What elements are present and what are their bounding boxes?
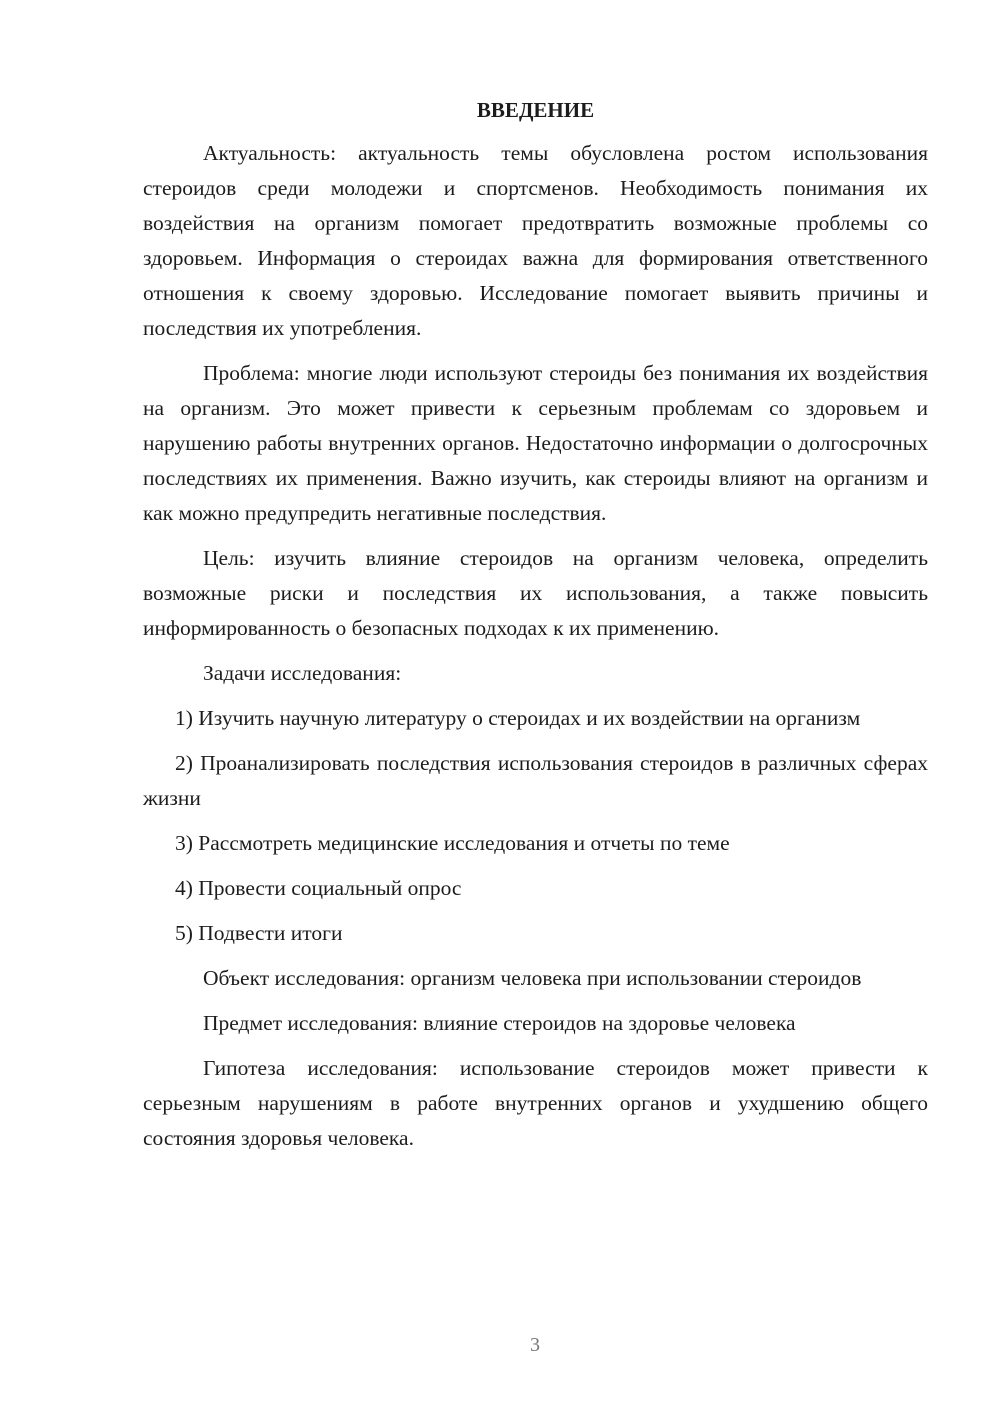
object-paragraph: Объект исследования: организм человека при использовании стероидов xyxy=(203,966,862,990)
task-item-2: 2) Проанализировать последствия использования стероидов в различных сферах жизни xyxy=(143,751,928,810)
goal-paragraph: Цель: изучить влияние стероидов на организм человека, определить возможные риски и последствия их использования, а также повысить информированность о безопасных подходах к их применению. xyxy=(143,546,928,640)
subject-paragraph: Предмет исследования: влияние стероидов на здоровье человека xyxy=(203,1011,796,1035)
task-item-1: 1) Изучить научную литературу о стероидах и их воздействии на организм xyxy=(175,706,861,730)
page-number: 3 xyxy=(530,1334,540,1356)
tasks-heading: Задачи исследования: xyxy=(203,661,402,685)
hypothesis-paragraph: Гипотеза исследования: использование стероидов может привести к серьезным нарушениям в работе внутренних органов и ухудшению общего состояния здоровья человека. xyxy=(143,1056,928,1150)
page-title: ВВЕДЕНИЕ xyxy=(476,98,595,122)
relevance-paragraph: Актуальность: актуальность темы обусловлена ростом использования стероидов среди молодежи и спортсменов. Необходимость понимания их воздействия на организм помогает предотвратить возможные проблемы со здоровьем. Информация о стероидах важна для формирования ответственного отношения к своему здоровью. Исследование помогает выявить причины и последствия их употребления. xyxy=(143,141,928,340)
task-item-5: 5) Подвести итоги xyxy=(175,921,343,945)
page-content xyxy=(143,96,928,1156)
task-item-4: 4) Провести социальный опрос xyxy=(175,876,462,900)
task-item-3: 3) Рассмотреть медицинские исследования и отчеты по теме xyxy=(175,831,730,855)
problem-paragraph: Проблема: многие люди используют стероиды без понимания их воздействия на организм. Это может привести к серьезным проблемам со здоровьем и нарушению работы внутренних органов. Недостаточно информации о долгосрочных последствиях их применения. Важно изучить, как стероиды влияют на организм и как можно предупредить негативные последствия. xyxy=(143,361,928,525)
